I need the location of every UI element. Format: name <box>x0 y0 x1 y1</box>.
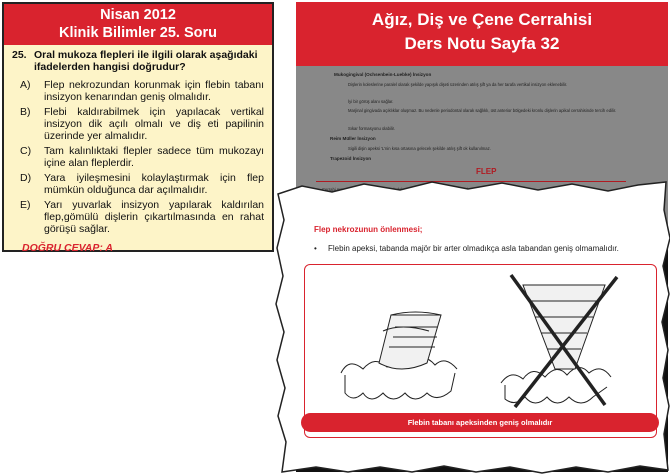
option-text: Flep nekrozundan korunmak için flebin tabanı insizyon kenarından geniş olmalıdır. <box>44 79 264 103</box>
notes-course-title: Ağız, Diş ve Çene Cerrahisi <box>371 10 593 29</box>
notes-line: Dişlerin koleslerine paralel olarak şekilde yapışık dişeti üzerinden atılış şift ya da her tarafa vertikal insizyon eklenebilir. <box>348 82 568 87</box>
option-text: Yara iyileşmesini kolaylaştırmak için flep mümkün olduğunca dar açılmalıdır. <box>44 172 264 196</box>
option-text: Yarı yuvarlak insizyon yapılarak kaldırılan flep,gömülü dişlerin çıkartılmasında en rahat görüşü sağlar. <box>44 199 264 235</box>
bullet-dot: • <box>314 244 317 253</box>
notes-line: İyi bir görüş alanı sağlar. <box>348 99 394 104</box>
option-letter: B) <box>20 106 31 118</box>
notes-heading-mukogingival: Mukogingival (Ochsenbein-Luebke) İnsizyon <box>334 72 432 77</box>
notes-line: Sıkar formasyonu olabilir. <box>348 126 396 131</box>
notes-heading-trapezoid: Trapezoid İnsizyon <box>330 156 372 161</box>
question-number: 25. <box>12 49 27 61</box>
notes-line: Sigili dişin apeksi 'L'nin kısa ortasına gelecek şekilde atılış şift ok kullanılmaz. <box>348 146 491 151</box>
zoom-bullet-text: Flebin apeksi, tabanda majör bir arter olmadıkça asla tabandan geniş olmamalıdır. <box>328 244 619 253</box>
option-letter: A) <box>20 79 31 91</box>
question-body <box>4 45 272 254</box>
notes-header <box>296 2 668 66</box>
notes-section-heading: FLEP <box>476 167 497 176</box>
option-letter: E) <box>20 199 31 211</box>
zoom-title: Flep nekrozunun önlenmesi; <box>314 225 423 234</box>
option-letter: D) <box>20 172 32 184</box>
notes-line: Marjinal gingivada açıklıklar oluşmaz. Bu nedenle periodontal olarak sağlıklı, üst anterior bölgedeki kronlu dişlerin apikal cerrahisinde tercih edilir. <box>348 108 617 113</box>
question-box <box>2 2 274 252</box>
flap-correct-illustration <box>341 312 457 399</box>
notes-heading-reim-muller: Reim Müller İnsizyon <box>330 136 376 141</box>
option-b <box>12 106 264 142</box>
illustration-frame <box>304 264 657 438</box>
notes-page-number: Ders Notu Sayfa 32 <box>404 34 560 53</box>
zoom-bullet <box>314 244 619 253</box>
zoom-caption: Flebin tabanı apeksinden geniş olmalıdır <box>301 413 659 432</box>
option-letter: C) <box>20 145 32 157</box>
question-exam-date: Nisan 2012 <box>100 7 176 23</box>
option-text: Flebi kaldırabilmek için yapılacak vertikal insizyon dik açılı olmalı ve diş eti papilinin üzerinde yer almalıdır. <box>44 106 264 142</box>
option-e <box>12 199 264 235</box>
flap-incorrect-illustration <box>501 275 617 407</box>
question-stem: Oral mukoza flepleri ile ilgili olarak aşağıdaki ifadelerden hangisi doğrudur? <box>34 49 258 73</box>
option-a <box>12 79 264 103</box>
question-header <box>4 4 272 45</box>
option-c <box>12 145 264 169</box>
correct-answer: DOĞRU CEVAP: A <box>22 242 114 254</box>
option-text: Tam kalınlıktaki flepler sadece tüm mukozayı içine alan fleplerdir. <box>44 145 264 169</box>
question-stem-row <box>12 49 264 73</box>
option-d <box>12 172 264 196</box>
question-exam-number: Klinik Bilimler 25. Soru <box>59 25 217 41</box>
